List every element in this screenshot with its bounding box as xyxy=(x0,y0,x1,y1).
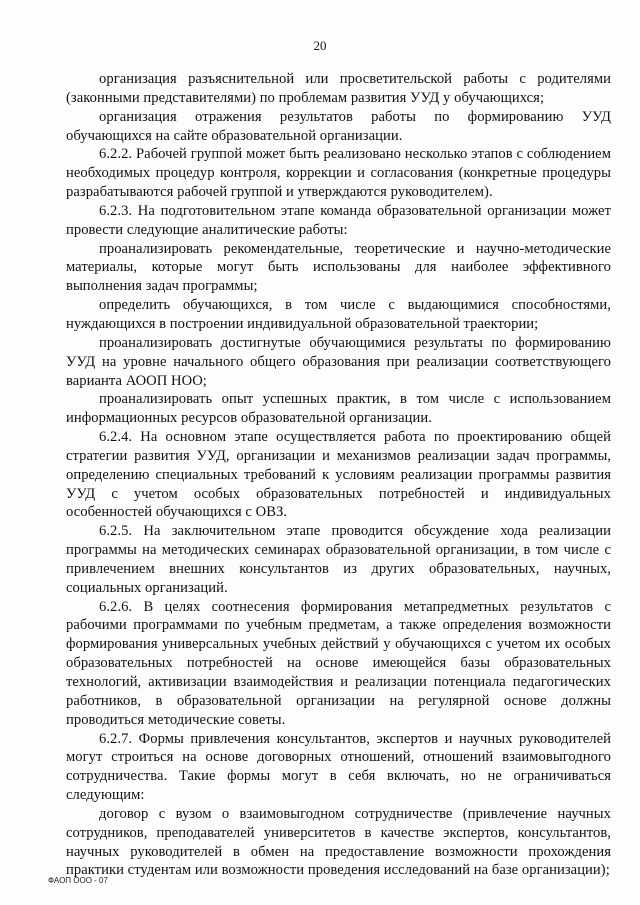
paragraph-university-contract: договор с вузом о взаимовыгодном сотрудничестве (привлечение научных сотрудников, преподавателей университетов в качестве экспертов, консультантов, научных руководителей в обмен на предоставление возможности прохождения практики студентам или возможности проведения исследований на базе организации); xyxy=(66,805,611,879)
page-number: 20 xyxy=(313,38,327,53)
paragraph-analyze-practices: проанализировать опыт успешных практик, в том числе с использованием информационных ресурсов образовательной организации. xyxy=(66,391,611,427)
paragraph-website-results: организация отражения результатов работы по формированию УУД обучающихся на сайте образовательной организации. xyxy=(66,108,611,144)
paragraph-6-2-5: 6.2.5. На заключительном этапе проводится обсуждение хода реализации программы на методических семинарах образовательной организации, в том числе с привлечением внешних консультантов из других образовательных, научных, социальных организаций. xyxy=(66,523,611,596)
paragraph-6-2-7: 6.2.7. Формы привлечения консультантов, экспертов и научных руководителей могут строиться на основе договорных отношений, отношений взаимовыгодного сотрудничества. Такие формы могут в себя включать, но не ограничиваться следующим: xyxy=(66,730,611,804)
document-footer-code: ФАОП ООО - 07 xyxy=(48,876,108,885)
paragraph-analyze-results: проанализировать достигнутые обучающимися результаты по формированию УУД на уровне начального общего образования при реализации соответствующего варианта АООП НОО; xyxy=(66,334,611,389)
paragraph-analyze-materials: проанализировать рекомендательные, теоретические и научно-методические материалы, которые могут быть использованы для наиболее эффективного выполнения задач программы; xyxy=(66,240,611,295)
paragraph-identify-students: определить обучающихся, в том числе с выдающимися способностями, нуждающихся в построении индивидуальной образовательной траектории; xyxy=(66,297,611,332)
paragraph-6-2-4: 6.2.4. На основном этапе осуществляется работа по проектированию общей стратегии развития УУД, организации и механизмов реализации задач программы, определению специальных требований к условиям реализации программы развития УУД с учетом особых образовательных потребностей и индивидуальных особенностей обучающихся с ОВЗ. xyxy=(66,429,611,521)
document-body xyxy=(66,70,611,880)
paragraph-6-2-6: 6.2.6. В целях соотнесения формирования метапредметных результатов с рабочими программами по учебным предметам, а также определения возможности формирования универсальных учебных действий у обучающихся с учетом их особых образовательных потребностей на основе имеющейся базы образовательных технологий, активизации взаимодействия и реализации потенциала педагогических работников, в образовательной организации на регулярной основе должны проводиться методические советы. xyxy=(66,598,611,728)
paragraph-6-2-2: 6.2.2. Рабочей группой может быть реализовано несколько этапов с соблюдением необходимых процедур контроля, коррекции и согласования (конкретные процедуры разрабатываются рабочей группой и утверждаются руководителем). xyxy=(66,146,611,201)
paragraph-parent-outreach: организация разъяснительной или просветительской работы с родителями (законными представителями) по проблемам развития УУД у обучающихся; xyxy=(66,71,611,106)
paragraph-6-2-3: 6.2.3. На подготовительном этапе команда образовательной организации может провести следующие аналитические работы: xyxy=(66,202,611,238)
